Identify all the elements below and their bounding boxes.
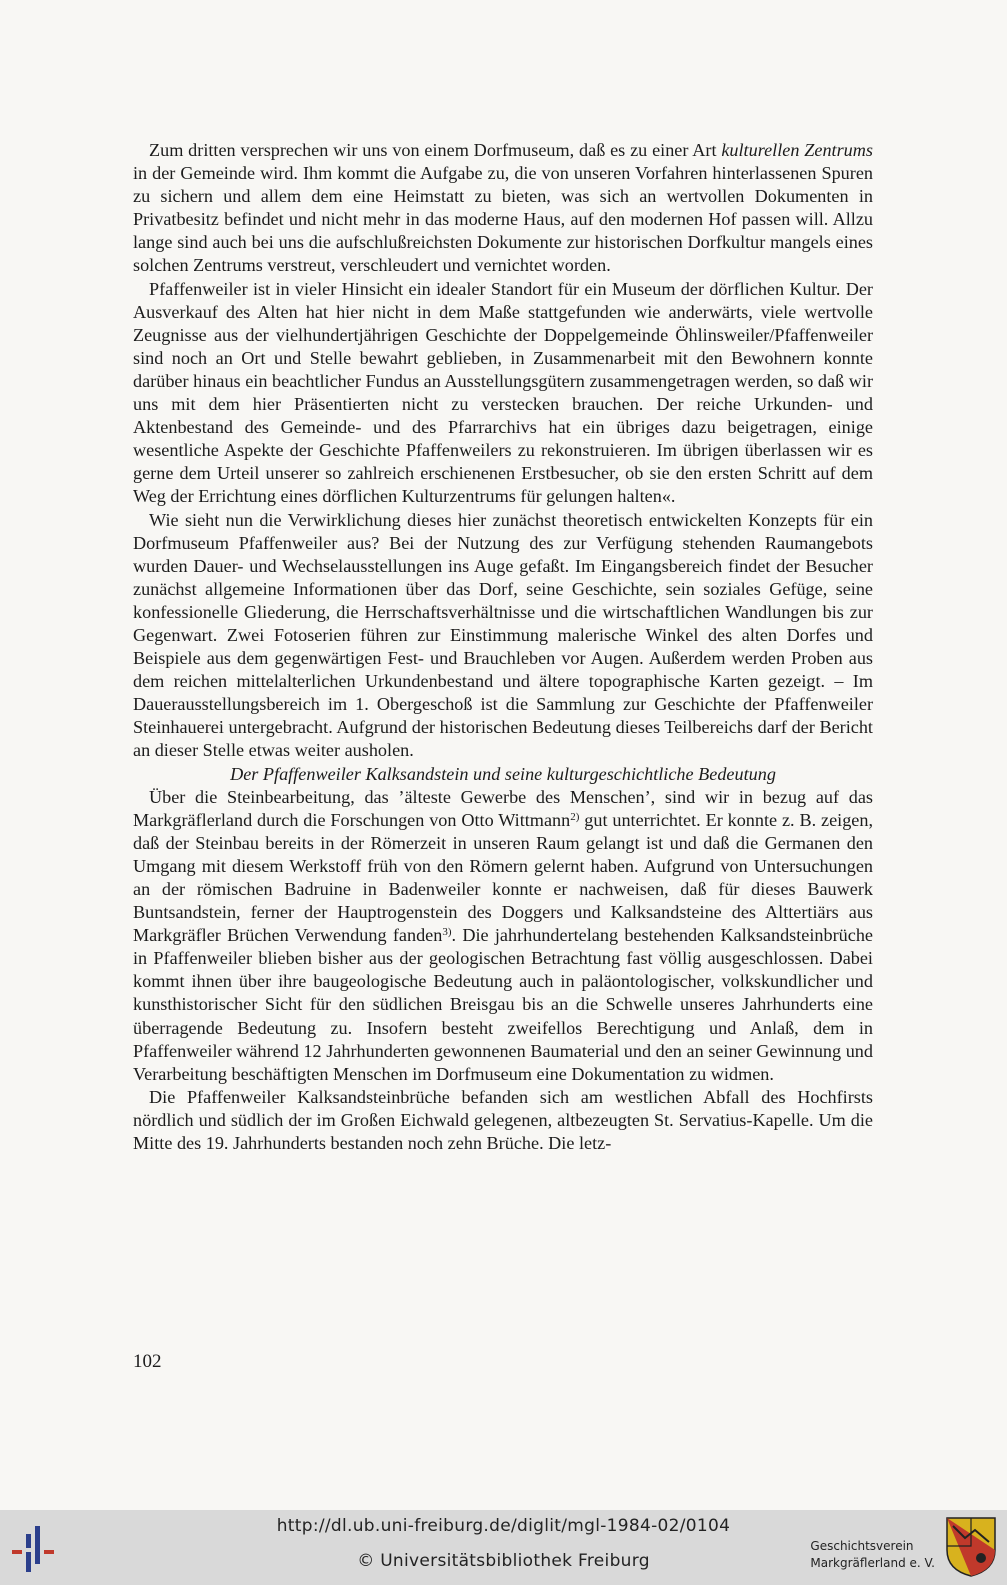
page-number: 102 <box>133 1351 162 1372</box>
paragraph-1 <box>133 139 873 278</box>
source-url-link[interactable]: http://dl.ub.uni-freiburg.de/diglit/mgl-1984-02/0104 <box>276 1516 731 1536</box>
paragraph-4-part-b: gut unterrichtet. Er konnte z. B. zeigen, daß der Steinbau bereits in der Römerzeit in unseren Raum gelangt ist und daß die Germanen den Umgang mit diesem Werkstoff früh von den Römern gelernt haben. Aufgrund von Untersuchungen an der römischen Badruine in Badenweiler konnte er nachweisen, daß für dieses Bauwerk Buntsandstein, ferner der Hauptrogenstein des Doggers und Kalksandsteine des Alttertiärs aus Markgräfler Brüchen Verwendung fanden <box>133 809 873 946</box>
paragraph-1-start: Zum dritten versprechen wir uns von einem Dorfmuseum, daß es zu einer Art <box>149 140 722 160</box>
paragraph-4-part-a: Über die Steinbearbeitung, das ’älteste Gewerbe des Menschen’, sind wir in bezug auf das Markgräflerland durch die Forschungen von Otto Wittmann <box>133 786 873 830</box>
paragraph-4-part-c: . Die jahrhundertelang bestehenden Kalksandsteinbrüche in Pfaffenweiler blieben bisher aus der geologischen Betrachtung fast völlig ausgeschlossen. Dabei kommt ihnen über ihre baugeologische Bedeutung auch in paläontologischer, volkskundlicher und kunsthistorischer Sicht für den südlichen Breisgau bis an die Schwelle unseres Jahrhunderts eine überragende Bedeutung zu. Insofern besteht zweifellos Berechtigung und Anlaß, dem in Pfaffenweiler während 12 Jahrhunderten gewonnenen Baumaterial und den an seiner Gewinnung und Verarbeitung beschäftigten Menschen im Dorfmuseum eine Dokumentation zu widmen. <box>133 925 873 1084</box>
body-text <box>133 139 873 1155</box>
paragraph-1-emphasis: kulturellen Zentrums <box>721 140 873 160</box>
copyright-text: © Universitätsbibliothek Freiburg <box>357 1551 650 1571</box>
paragraph-4 <box>133 786 873 1086</box>
paragraph-3: Wie sieht nun die Verwirklichung dieses hier zunächst theoretisch entwickelten Konzepts für ein Dorfmuseum Pfaffenweiler aus? Bei der Nutzung des zur Verfügung stehenden Raumangebots wurden Dauer- und Wechselausstellungen ins Auge gefaßt. Im Eingangsbereich findet der Besucher zunächst allgemeine Informationen über das Dorf, seine Geschichte, sein soziales Gefüge, seine konfessionelle Gliederung, die Herrschaftsverhältnisse und die wirtschaftlichen Wandlungen bis zur Gegenwart. Zwei Fotoserien führen zur Einstimmung malerische Winkel des alten Dorfes und Beispiele aus dem gegenwärtigen Fest- und Brauchleben vor Augen. Außerdem werden Proben aus dem reichen mittelalterlichen Urkundenbestand und ältere topographische Karten gezeigt. – Im Dauerausstellungsbereich im 1. Obergeschoß ist die Sammlung zur Geschichte der Pfaffenweiler Steinhauerei untergebracht. Aufgrund der historischen Bedeutung dieses Teilbereichs darf der Bericht an dieser Stelle etwas weiter ausholen. <box>133 509 873 761</box>
viewer-footer <box>0 1510 1007 1585</box>
footnote-ref-2: 2) <box>570 810 580 823</box>
society-name <box>810 1538 935 1572</box>
coat-of-arms-icon[interactable] <box>945 1516 997 1578</box>
paragraph-1-end: in der Gemeinde wird. Ihm kommt die Aufgabe zu, die von unseren Vorfahren hinterlassenen Spuren zu sichern und allem dem eine Heimstatt zu bieten, was sich an wertvollen Dokumenten in Privatbesitz befindet und nicht mehr in das moderne Haus, auf den modernen Hof passen will. Allzu lange sind auch bei uns die aufschlußreichsten Dokumente zur historischen Dorfkultur mangels eines solchen Zentrums verstreut, verschleudert und vernichtet worden. <box>133 163 873 276</box>
paragraph-2: Pfaffenweiler ist in vieler Hinsicht ein idealer Standort für ein Museum der dörflichen Kultur. Der Ausverkauf des Alten hat hier nicht in dem Maße stattgefunden wie anderwärts, viele wertvolle Zeugnisse aus der vielhundertjährigen Geschichte der Doppelgemeinde Öhlinsweiler/Pfaffenweiler sind noch an Ort und Stelle bewahrt geblieben, in Zusammenarbeit mit den Bewohnern konnte darüber hinaus ein beachtlicher Fundus an Ausstellungsgütern zusammengetragen werden, so daß wir uns mit dem hier Präsentierten nicht zu verstecken brauchen. Der reiche Urkunden- und Aktenbestand des Gemeinde- und des Pfarrarchivs hat ein übriges dazu beigetragen, einige wesentliche Aspekte der Geschichte Pfaffenweilers zu rekonstruieren. Im übrigen überlassen wir es gerne dem Urteil unserer so zahlreich erschienenen Erstbesucher, ob sie den ersten Schritt auf dem Weg der Errichtung eines dörflichen Kulturzentrums für gelungen halten«. <box>133 278 873 507</box>
paragraph-5: Die Pfaffenweiler Kalksandsteinbrüche befanden sich am westlichen Abfall des Hochfirsts nördlich und südlich der im Großen Eichwald gelegenen, altbezeugten St. Servatius-Kapelle. Um die Mitte des 19. Jahrhunderts bestanden noch zehn Brüche. Die letz- <box>133 1086 873 1154</box>
footnote-ref-3: 3) <box>442 926 452 939</box>
section-heading: Der Pfaffenweiler Kalksandstein und seine kulturgeschichtliche Bedeutung <box>230 763 776 784</box>
society-line-2: Markgräflerland e. V. <box>810 1556 935 1570</box>
society-line-1: Geschichtsverein <box>810 1539 914 1553</box>
